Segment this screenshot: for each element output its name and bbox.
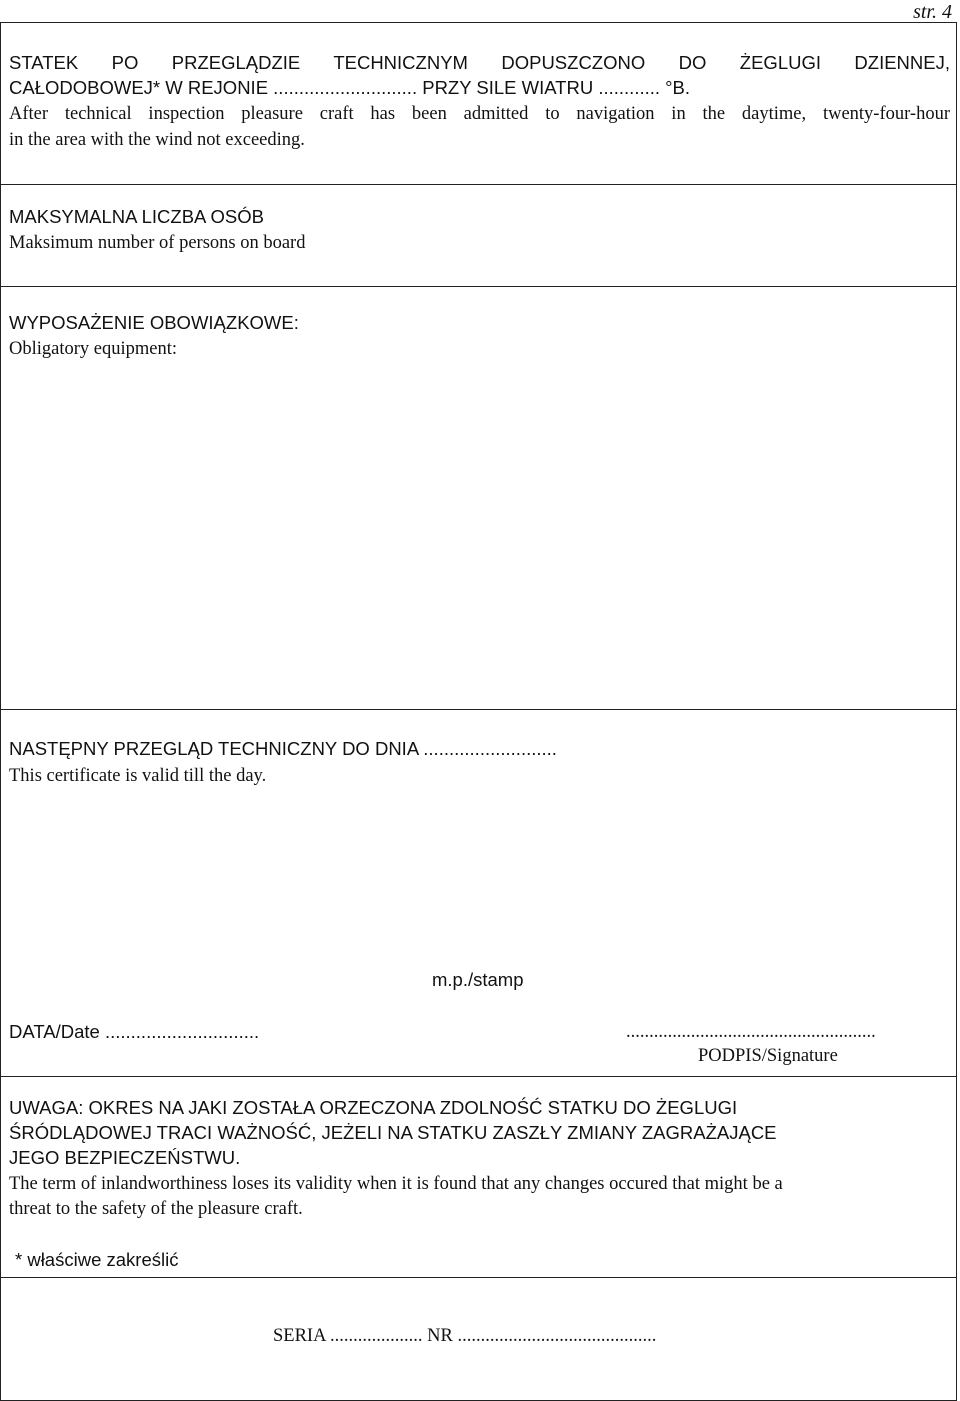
- warning-text-en-line1: The term of inlandworthiness loses its validity when it is found that any changes occured that might be a: [9, 1174, 783, 1194]
- warning-text-pl-line1: UWAGA: OKRES NA JAKI ZOSTAŁA ORZECZONA ZDOLNOŚĆ STATKU DO ŻEGLUGI: [9, 1097, 738, 1118]
- inspection-text-pl-line2: CAŁODOBOWEJ* W REJONIE ............................ PRZY SILE WIATRU ............ °B.: [9, 77, 691, 98]
- section-persons-box: [0, 184, 957, 287]
- section-inspection-box: [0, 22, 957, 185]
- inspection-text-pl-line1: STATEK PO PRZEGLĄDZIE TECHNICZNYM DOPUSZCZONO DO ŻEGLUGI DZIENNEJ,: [9, 52, 950, 73]
- warning-text-en-line2: threat to the safety of the pleasure craft.: [9, 1199, 303, 1219]
- date-label: DATA/Date ..............................: [9, 1021, 260, 1042]
- inspection-text-en-line2: in the area with the wind not exceeding.: [9, 130, 305, 150]
- section-equipment-box: [0, 286, 957, 710]
- persons-label-pl: MAKSYMALNA LICZBA OSÓB: [9, 206, 264, 227]
- stamp-label: m.p./stamp: [432, 969, 524, 990]
- signature-label: PODPIS/Signature: [698, 1046, 838, 1066]
- section-series-box: [0, 1277, 957, 1401]
- equipment-label-pl: WYPOSAŻENIE OBOWIĄZKOWE:: [9, 312, 299, 333]
- warning-text-pl-line2: ŚRÓDLĄDOWEJ TRACI WAŻNOŚĆ, JEŻELI NA STATKU ZASZŁY ZMIANY ZAGRAŻAJĄCE: [9, 1122, 777, 1143]
- equipment-label-en: Obligatory equipment:: [9, 339, 178, 359]
- series-number-text: SERIA .................... NR ...........................................: [273, 1326, 657, 1346]
- section-next-inspection-box: [0, 709, 957, 1077]
- next-inspection-label-pl: NASTĘPNY PRZEGLĄD TECHNICZNY DO DNIA ..........................: [9, 738, 557, 759]
- inspection-text-en-line1: After technical inspection pleasure craft has been admitted to navigation in the daytime, twenty-four-hour: [9, 104, 950, 124]
- section-warning-box: [0, 1076, 957, 1278]
- next-inspection-label-en: This certificate is valid till the day.: [9, 766, 267, 786]
- footnote-text: * właściwe zakreślić: [15, 1249, 179, 1270]
- warning-text-pl-line3: JEGO BEZPIECZEŃSTWU.: [9, 1147, 241, 1168]
- persons-label-en: Maksimum number of persons on board: [9, 233, 306, 253]
- page-number: str. 4: [913, 1, 952, 23]
- signature-dots: ......................................................: [626, 1022, 876, 1042]
